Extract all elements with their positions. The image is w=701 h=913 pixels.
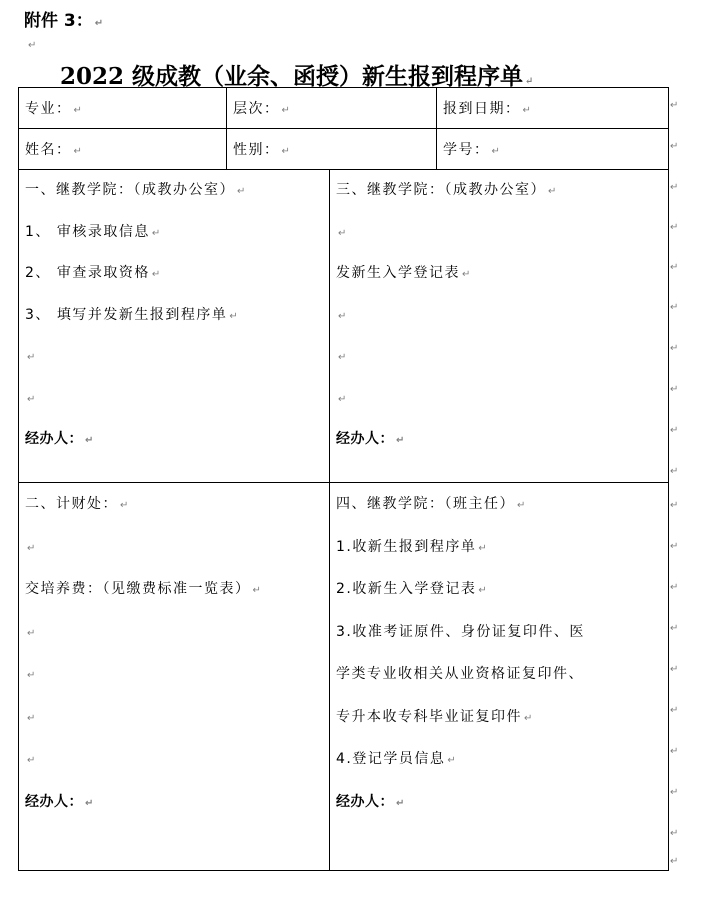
empty-line: ↵ — [338, 352, 348, 363]
section-two-item: 交培养费：（见缴费标准一览表） ↵ — [25, 581, 263, 597]
empty-line: ↵ — [27, 670, 37, 681]
header-row-1 — [19, 88, 669, 129]
section-four-item: 4.登记学员信息 ↵ — [336, 751, 458, 767]
section-one-cell — [19, 170, 330, 483]
section-four-item: 2.收新生入学登记表 ↵ — [336, 581, 489, 597]
row-end-mark: ↵ — [670, 664, 679, 675]
document-title: 2022 级成教（业余、函授）新生报到程序单 ↵ — [60, 63, 534, 90]
row-end-mark: ↵ — [670, 623, 679, 634]
row-end-mark: ↵ — [670, 466, 679, 477]
row-end-mark: ↵ — [670, 222, 679, 233]
name-field[interactable]: 姓名： ↵ — [19, 129, 227, 170]
section-four-cell — [330, 483, 669, 871]
section-two-handler: 经办人： ↵ — [25, 793, 94, 810]
section-one-item: 2、 审查录取资格 ↵ — [25, 265, 162, 281]
row-end-mark: ↵ — [670, 425, 679, 436]
section-three-item: 发新生入学登记表 ↵ — [336, 265, 472, 281]
student-id-field[interactable]: 学号： ↵ — [437, 129, 669, 170]
row-end-mark: ↵ — [670, 856, 679, 867]
empty-line: ↵ — [27, 712, 37, 724]
empty-line: ↵ — [338, 227, 348, 239]
registration-form-table — [18, 87, 669, 871]
row-end-mark: ↵ — [670, 141, 679, 152]
row-end-mark: ↵ — [670, 541, 679, 552]
empty-line: ↵ — [27, 352, 37, 363]
section-two-title: 二、计财处： ↵ — [25, 496, 130, 512]
row-end-mark: ↵ — [670, 582, 679, 593]
row-end-mark: ↵ — [670, 302, 679, 313]
row-end-mark: ↵ — [670, 384, 679, 395]
section-four-handler: 经办人： ↵ — [336, 793, 405, 810]
section-four-title: 四、继教学院：（班主任） ↵ — [336, 496, 527, 512]
section-four-item: 学类专业收相关从业资格证复印件、 — [336, 666, 584, 682]
empty-line: ↵ — [338, 310, 348, 322]
section-one-item: 1、 审核录取信息 ↵ — [25, 223, 162, 240]
major-field[interactable]: 专业： ↵ — [19, 88, 227, 129]
row-end-mark: ↵ — [670, 343, 679, 354]
header-row-2 — [19, 129, 669, 170]
level-field[interactable]: 层次： ↵ — [227, 88, 437, 129]
row-end-mark: ↵ — [670, 500, 679, 511]
row-end-mark: ↵ — [670, 828, 679, 839]
section-one-item: 3、 填写并发新生报到程序单 ↵ — [25, 306, 240, 323]
section-one-handler: 经办人： ↵ — [25, 431, 94, 447]
row-end-mark: ↵ — [670, 787, 679, 798]
annex-label: 附件 3： ↵ — [24, 11, 104, 31]
gender-field[interactable]: 性别： ↵ — [227, 129, 437, 170]
section-four-item: 专升本收专科毕业证复印件 ↵ — [336, 708, 534, 725]
empty-line: ↵ — [27, 627, 37, 639]
section-four-item: 1.收新生报到程序单 ↵ — [336, 538, 489, 555]
section-three-cell — [330, 170, 669, 483]
row-end-mark: ↵ — [670, 100, 679, 111]
section-two-cell — [19, 483, 330, 871]
paragraph-mark: ↵ — [28, 40, 37, 51]
section-three-handler: 经办人： ↵ — [336, 431, 405, 447]
row-end-mark: ↵ — [670, 262, 679, 273]
row-end-mark: ↵ — [670, 705, 679, 716]
row-end-mark: ↵ — [670, 746, 679, 757]
empty-line: ↵ — [27, 542, 37, 554]
section-three-title: 三、继教学院：（成教办公室） ↵ — [336, 182, 558, 198]
empty-line: ↵ — [27, 755, 37, 766]
section-row-2 — [19, 483, 669, 871]
empty-line: ↵ — [27, 393, 37, 405]
section-one-title: 一、继教学院：（成教办公室） ↵ — [25, 182, 247, 198]
report-date-field[interactable]: 报到日期： ↵ — [437, 88, 669, 129]
row-end-mark: ↵ — [670, 182, 679, 193]
section-four-item: 3.收准考证原件、身份证复印件、医 — [336, 623, 585, 640]
empty-line: ↵ — [338, 393, 348, 405]
section-row-1 — [19, 170, 669, 483]
